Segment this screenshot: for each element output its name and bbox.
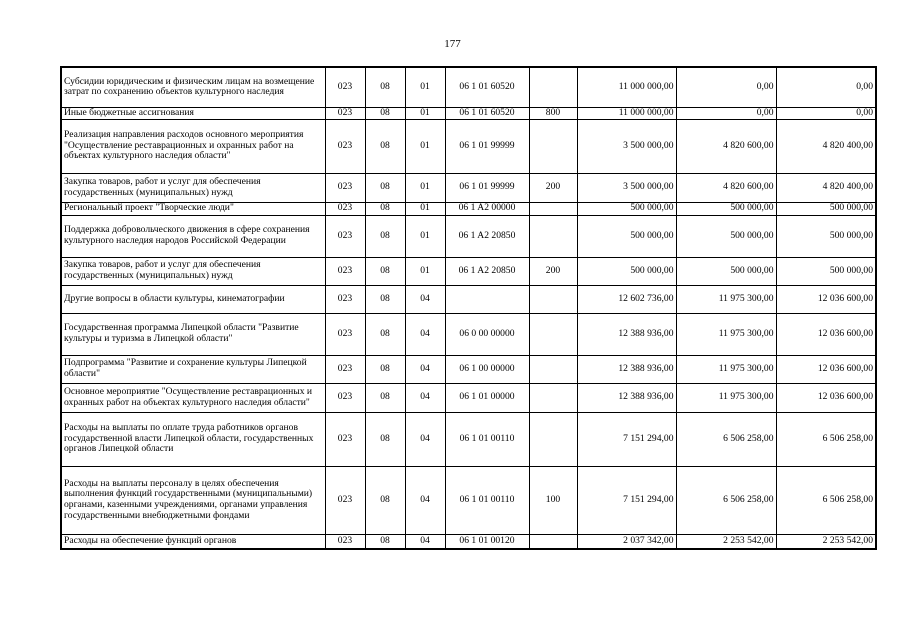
cell-subsection: 01: [405, 257, 445, 285]
cell-section: 08: [365, 466, 405, 534]
cell-amount-year1: 12 388 936,00: [577, 383, 676, 412]
budget-table: [60, 66, 877, 550]
cell-section: 08: [365, 534, 405, 549]
cell-name: Закупка товаров, работ и услуг для обеспечения государственных (муниципальных) нужд: [61, 173, 325, 202]
cell-amount-year3: 6 506 258,00: [776, 466, 876, 534]
table-row: [61, 313, 876, 355]
cell-expense-type: [529, 383, 577, 412]
cell-ministry: 023: [325, 257, 365, 285]
cell-expense-type: [529, 67, 577, 107]
cell-section: 08: [365, 215, 405, 257]
cell-amount-year3: 2 253 542,00: [776, 534, 876, 549]
cell-section: 08: [365, 202, 405, 215]
cell-target: 06 1 A2 20850: [445, 215, 529, 257]
cell-section: 08: [365, 313, 405, 355]
table-row: [61, 355, 876, 383]
cell-amount-year3: 0,00: [776, 107, 876, 119]
cell-amount-year2: 11 975 300,00: [676, 355, 776, 383]
table-row: [61, 412, 876, 466]
cell-subsection: 04: [405, 466, 445, 534]
cell-amount-year3: 6 506 258,00: [776, 412, 876, 466]
cell-amount-year3: 12 036 600,00: [776, 313, 876, 355]
cell-expense-type: 200: [529, 173, 577, 202]
cell-subsection: 01: [405, 215, 445, 257]
cell-expense-type: [529, 534, 577, 549]
cell-subsection: 01: [405, 119, 445, 173]
cell-amount-year2: 6 506 258,00: [676, 412, 776, 466]
cell-amount-year1: 500 000,00: [577, 257, 676, 285]
cell-name: Закупка товаров, работ и услуг для обеспечения государственных (муниципальных) нужд: [61, 257, 325, 285]
cell-amount-year1: 11 000 000,00: [577, 107, 676, 119]
cell-target: 06 1 01 99999: [445, 119, 529, 173]
cell-amount-year2: 6 506 258,00: [676, 466, 776, 534]
cell-name: Подпрограмма "Развитие и сохранение культуры Липецкой области": [61, 355, 325, 383]
cell-amount-year2: 11 975 300,00: [676, 383, 776, 412]
cell-subsection: 04: [405, 355, 445, 383]
cell-target: 06 1 01 00110: [445, 466, 529, 534]
cell-subsection: 04: [405, 534, 445, 549]
cell-amount-year2: 0,00: [676, 67, 776, 107]
cell-target: 06 1 A2 00000: [445, 202, 529, 215]
cell-amount-year3: 500 000,00: [776, 202, 876, 215]
cell-amount-year1: 2 037 342,00: [577, 534, 676, 549]
cell-expense-type: [529, 202, 577, 215]
cell-section: 08: [365, 383, 405, 412]
cell-target: 06 1 A2 20850: [445, 257, 529, 285]
cell-ministry: 023: [325, 107, 365, 119]
cell-amount-year1: 11 000 000,00: [577, 67, 676, 107]
page-number: 177: [444, 38, 461, 50]
cell-target: 06 1 01 00110: [445, 412, 529, 466]
cell-amount-year1: 3 500 000,00: [577, 173, 676, 202]
cell-target: 06 1 01 00120: [445, 534, 529, 549]
cell-name: Иные бюджетные ассигнования: [61, 107, 325, 119]
cell-subsection: 04: [405, 412, 445, 466]
cell-name: Региональный проект "Творческие люди": [61, 202, 325, 215]
table-row: [61, 107, 876, 119]
cell-amount-year1: 7 151 294,00: [577, 466, 676, 534]
table-row: [61, 285, 876, 313]
cell-amount-year3: 12 036 600,00: [776, 285, 876, 313]
cell-expense-type: [529, 355, 577, 383]
cell-amount-year3: 12 036 600,00: [776, 355, 876, 383]
cell-name: Другие вопросы в области культуры, кинематографии: [61, 285, 325, 313]
cell-expense-type: 100: [529, 466, 577, 534]
cell-ministry: 023: [325, 355, 365, 383]
cell-target: 06 1 01 00000: [445, 383, 529, 412]
cell-section: 08: [365, 285, 405, 313]
cell-ministry: 023: [325, 534, 365, 549]
table-row: [61, 67, 876, 107]
cell-amount-year2: 11 975 300,00: [676, 285, 776, 313]
cell-name: Расходы на обеспечение функций органов: [61, 534, 325, 549]
cell-section: 08: [365, 257, 405, 285]
cell-expense-type: 800: [529, 107, 577, 119]
cell-target: 06 1 01 60520: [445, 107, 529, 119]
cell-expense-type: [529, 119, 577, 173]
cell-ministry: 023: [325, 412, 365, 466]
cell-ministry: 023: [325, 67, 365, 107]
table-row: [61, 202, 876, 215]
cell-section: 08: [365, 67, 405, 107]
cell-amount-year1: 12 602 736,00: [577, 285, 676, 313]
table-row: [61, 119, 876, 173]
cell-section: 08: [365, 412, 405, 466]
cell-target: 06 0 00 00000: [445, 313, 529, 355]
cell-amount-year2: 11 975 300,00: [676, 313, 776, 355]
cell-subsection: 01: [405, 107, 445, 119]
cell-subsection: 01: [405, 202, 445, 215]
table-row: [61, 534, 876, 549]
table-row: [61, 173, 876, 202]
cell-amount-year2: 4 820 600,00: [676, 119, 776, 173]
cell-section: 08: [365, 355, 405, 383]
cell-subsection: 04: [405, 285, 445, 313]
table-row: [61, 383, 876, 412]
cell-amount-year2: 500 000,00: [676, 215, 776, 257]
cell-amount-year1: 500 000,00: [577, 215, 676, 257]
cell-amount-year3: 4 820 400,00: [776, 173, 876, 202]
cell-section: 08: [365, 107, 405, 119]
cell-subsection: 01: [405, 67, 445, 107]
cell-subsection: 04: [405, 313, 445, 355]
cell-target: 06 1 00 00000: [445, 355, 529, 383]
cell-expense-type: [529, 285, 577, 313]
cell-ministry: 023: [325, 466, 365, 534]
cell-amount-year1: 500 000,00: [577, 202, 676, 215]
cell-expense-type: [529, 412, 577, 466]
table-row: [61, 257, 876, 285]
cell-amount-year3: 4 820 400,00: [776, 119, 876, 173]
cell-target: 06 1 01 99999: [445, 173, 529, 202]
cell-amount-year1: 12 388 936,00: [577, 355, 676, 383]
cell-amount-year2: 2 253 542,00: [676, 534, 776, 549]
cell-ministry: 023: [325, 215, 365, 257]
cell-name: Реализация направления расходов основного мероприятия "Осуществление реставрационных и охранных работ на объектах культурного наследия области": [61, 119, 325, 173]
cell-amount-year1: 3 500 000,00: [577, 119, 676, 173]
cell-ministry: 023: [325, 285, 365, 313]
cell-ministry: 023: [325, 383, 365, 412]
table-row: [61, 215, 876, 257]
cell-name: Расходы на выплаты по оплате труда работников органов государственной власти Липецкой области, государственных органов Липецкой области: [61, 412, 325, 466]
cell-name: Государственная программа Липецкой области "Развитие культуры и туризма в Липецкой области": [61, 313, 325, 355]
cell-amount-year1: 7 151 294,00: [577, 412, 676, 466]
cell-target: [445, 285, 529, 313]
cell-amount-year3: 500 000,00: [776, 215, 876, 257]
cell-section: 08: [365, 173, 405, 202]
cell-amount-year2: 500 000,00: [676, 257, 776, 285]
cell-expense-type: [529, 313, 577, 355]
cell-amount-year1: 12 388 936,00: [577, 313, 676, 355]
cell-subsection: 04: [405, 383, 445, 412]
cell-amount-year3: 12 036 600,00: [776, 383, 876, 412]
cell-name: Поддержка добровольческого движения в сфере сохранения культурного наследия народов Российской Федерации: [61, 215, 325, 257]
cell-amount-year2: 4 820 600,00: [676, 173, 776, 202]
cell-ministry: 023: [325, 119, 365, 173]
table-row: [61, 466, 876, 534]
cell-target: 06 1 01 60520: [445, 67, 529, 107]
cell-name: Основное мероприятие "Осуществление реставрационных и охранных работ на объектах культурного наследия области": [61, 383, 325, 412]
cell-amount-year2: 500 000,00: [676, 202, 776, 215]
cell-amount-year3: 500 000,00: [776, 257, 876, 285]
cell-name: Расходы на выплаты персоналу в целях обеспечения выполнения функций государственными (муниципальными) органами, казенными учреждениями, органами управления государственными внебюджетными фондами: [61, 466, 325, 534]
cell-amount-year2: 0,00: [676, 107, 776, 119]
cell-ministry: 023: [325, 173, 365, 202]
cell-section: 08: [365, 119, 405, 173]
cell-expense-type: [529, 215, 577, 257]
cell-subsection: 01: [405, 173, 445, 202]
cell-amount-year3: 0,00: [776, 67, 876, 107]
cell-name: Субсидии юридическим и физическим лицам на возмещение затрат по сохранению объектов культурного наследия: [61, 67, 325, 107]
cell-ministry: 023: [325, 313, 365, 355]
cell-ministry: 023: [325, 202, 365, 215]
cell-expense-type: 200: [529, 257, 577, 285]
